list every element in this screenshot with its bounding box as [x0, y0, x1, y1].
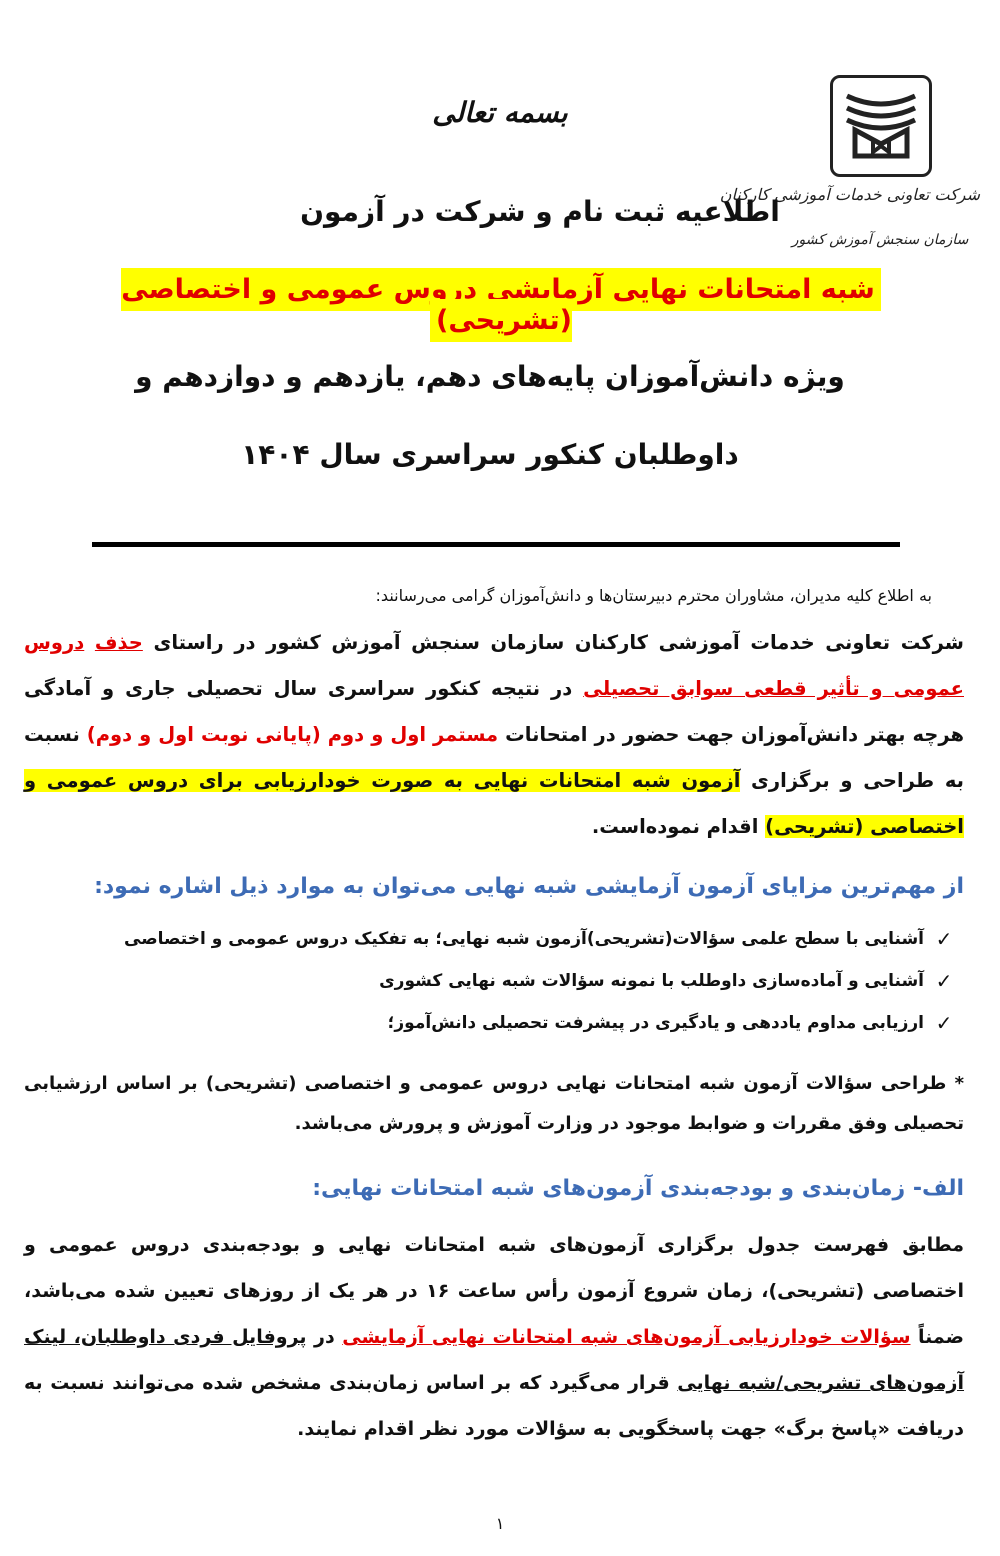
exam-title-highlighted	[100, 274, 902, 336]
checkmark-icon: ✓	[935, 1011, 953, 1035]
list-item	[24, 918, 964, 960]
exam-title-text: شبه امتحانات نهایی آزمایشی دروس عمومی و اختصاصی (تشریحی)	[121, 268, 881, 342]
schedule-text-2: در	[306, 1326, 343, 1348]
target-students-title: ویژه دانش‌آموزان پایه‌های دهم، یازدهم و دوازدهم و	[135, 360, 845, 393]
list-item	[24, 1002, 964, 1044]
intro-text-3: نسبت به طراحی و برگزاری	[24, 723, 964, 792]
schedule-paragraph	[24, 1222, 964, 1452]
announcement-title: اطلاعیه ثبت نام و شرکت در آزمون	[300, 195, 780, 228]
intro-text-2: در نتیجه کنکور سراسری سال تحصیلی جاری و آمادگی هرچه بهتر دانش‌آموزان جهت حضور در امتحانات	[24, 677, 964, 746]
intro-emphasis-records: دروس عمومی و تأثیر قطعی سوابق تحصیلی	[24, 631, 964, 700]
target-applicants-title: داوطلبان کنکور سراسری سال ۱۴۰۴	[241, 438, 739, 471]
schedule-emphasis-profile: پروفایل فردی داوطلبان، لینک آزمون‌های تشریحی/شبه نهایی	[24, 1326, 965, 1394]
list-item-text: آشنایی با سطح علمی سؤالات(تشریحی)آزمون شبه نهایی؛ به تفکیک دروس عمومی و اختصاصی	[124, 929, 924, 949]
schedule-text-3: قرار می‌گیرد که بر اساس زمان‌بندی مشخص شده می‌توانند نسبت به دریافت «پاسخ برگ» جهت پاسخگویی به سؤالات مورد نظر اقدام نمایند.	[24, 1372, 964, 1440]
checkmark-icon: ✓	[935, 969, 953, 993]
checkmark-icon: ✓	[935, 927, 953, 951]
design-note: * طراحی سؤالات آزمون شبه امتحانات نهایی دروس عمومی و اختصاصی (تشریحی) بر اساس ارزشیابی تحصیلی وفق مقررات و ضوابط موجود در وزارت آموزش و پرورش می‌باشد.	[24, 1073, 964, 1134]
org-logo-icon	[830, 75, 932, 177]
intro-emphasis-remove: حذف	[94, 631, 143, 654]
list-item-text: ارزیابی مداوم یاددهی و یادگیری در پیشرفت تحصیلی دانش‌آموز؛	[387, 1013, 924, 1033]
schedule-text: مطابق فهرست جدول برگزاری آزمون‌های شبه امتحانات نهایی و بودجه‌بندی دروس عمومی و اختصاصی (تشریحی)، زمان شروع آزمون رأس ساعت ۱۶ در هر یک از روزهای تعیین شده می‌باشد، ضمناً	[24, 1234, 964, 1348]
title-divider	[92, 542, 900, 547]
benefits-list	[24, 918, 964, 1044]
schedule-heading: الف- زمان‌بندی و بودجه‌بندی آزمون‌های شبه امتحانات نهایی:	[312, 1176, 964, 1201]
bismillah-heading: بسمه تعالی	[432, 96, 568, 129]
intro-text-4: اقدام نموده‌است.	[591, 815, 766, 838]
greeting-line: به اطلاع کلیه مدیران، مشاوران محترم دبیرستان‌ها و دانش‌آموزان گرامی می‌رسانند:	[375, 586, 932, 605]
intro-paragraph	[24, 620, 964, 850]
list-item	[24, 960, 964, 1002]
page-number: ۱	[495, 1514, 505, 1533]
org-subtitle-text: سازمان سنجش آموزش کشور	[791, 232, 969, 248]
list-item-text: آشنایی و آماده‌سازی داوطلب با نمونه سؤالات شبه نهایی کشوری	[379, 971, 924, 991]
intro-text: شرکت تعاونی خدمات آموزشی کارکنان سازمان سنجش آموزش کشور در راستای	[142, 631, 964, 654]
intro-highlight: آزمون شبه امتحانات نهایی به صورت خودارزیابی برای دروس عمومی و اختصاصی (تشریحی)	[24, 769, 964, 838]
benefits-heading: از مهم‌ترین مزایای آزمون آزمایشی شبه نهایی می‌توان به موارد ذیل اشاره نمود:	[94, 874, 964, 899]
schedule-emphasis-questions: سؤالات خودارزیابی آزمون‌های شبه امتحانات نهایی آزمایشی	[342, 1326, 911, 1348]
intro-emphasis-exams: مستمر اول و دوم (پایانی نوبت اول و دوم)	[86, 723, 499, 746]
intro-space	[84, 631, 95, 654]
org-name-text: شرکت تعاونی خدمات آموزشی کارکنان	[719, 185, 980, 204]
